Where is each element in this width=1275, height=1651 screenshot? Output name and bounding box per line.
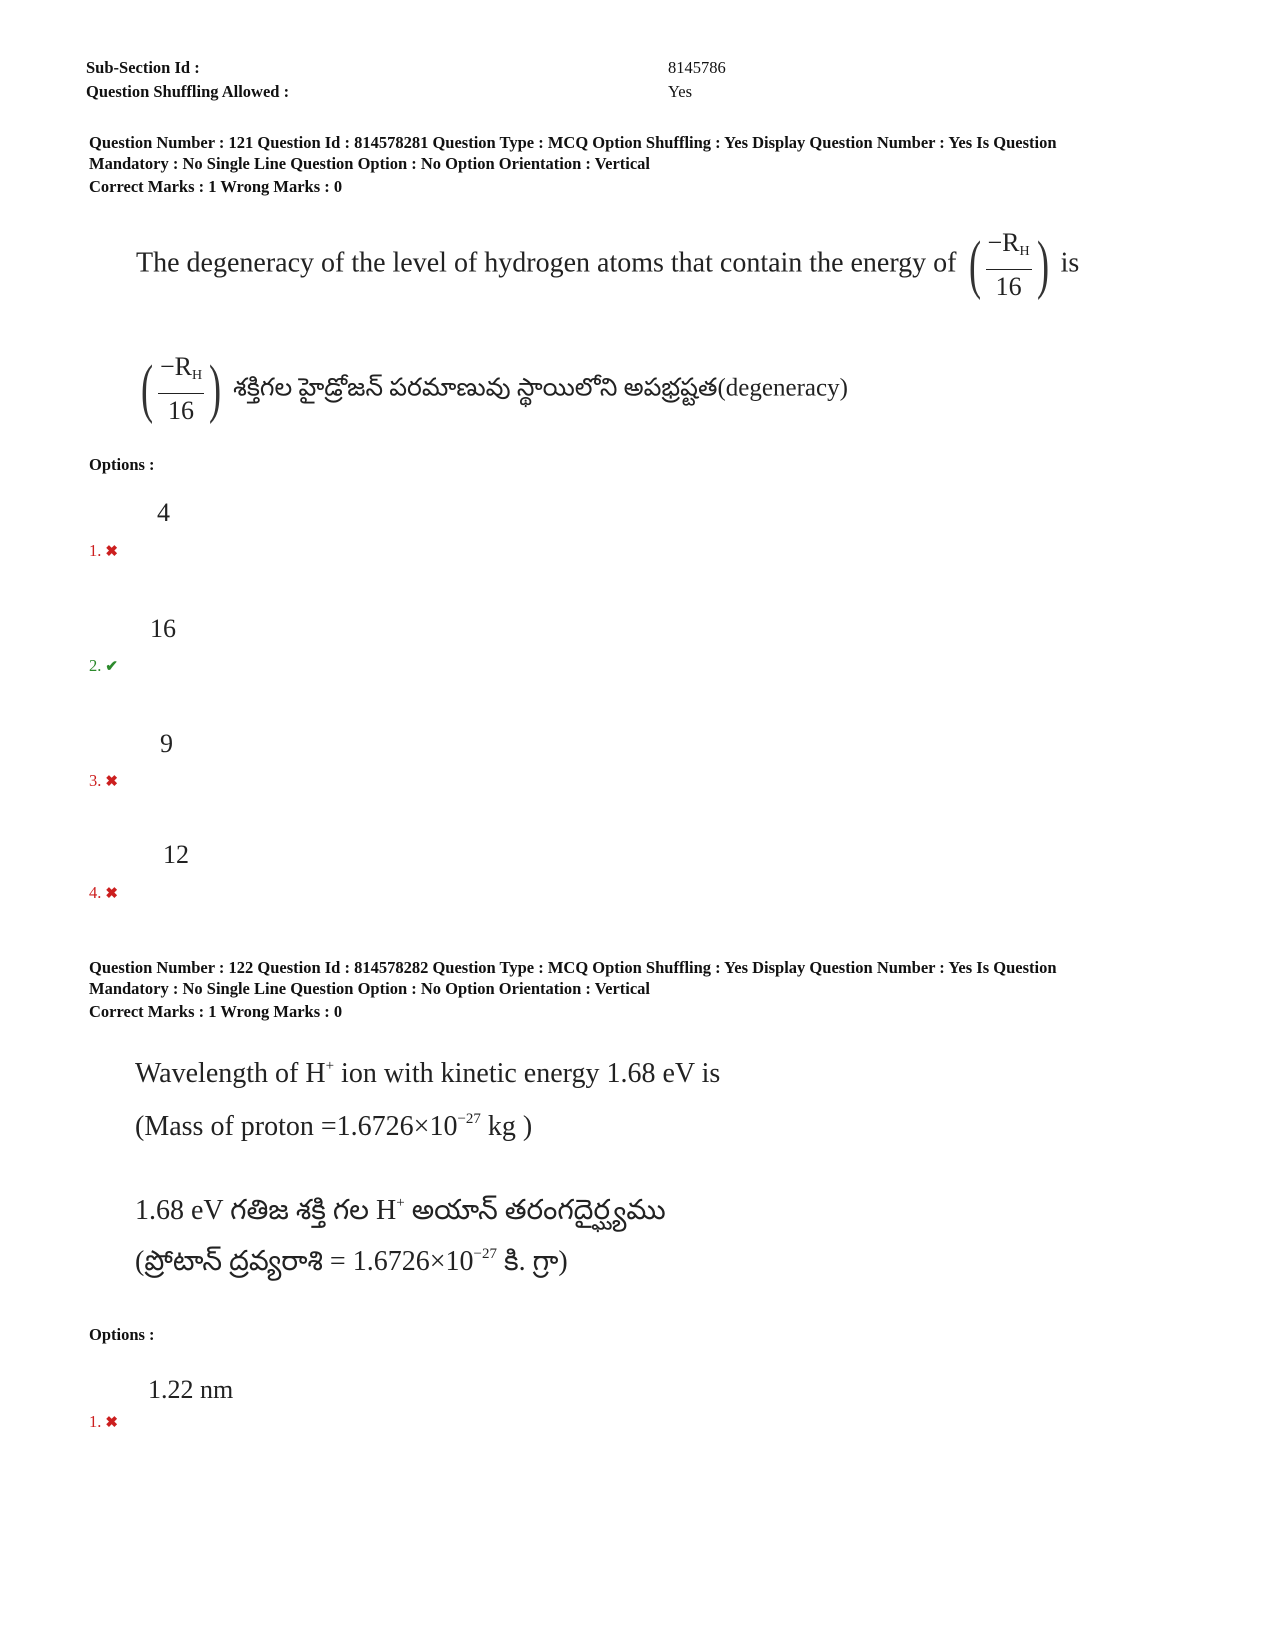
- question-meta-line2: Mandatory : No Single Line Question Option : No Option Orientation : Vertical: [89, 978, 651, 998]
- left-paren: (: [968, 228, 981, 301]
- question-122-telugu-line-1: 1.68 eV గతిజ శక్తి గల H+ అయాన్ తరంగదైర్ఘ్యము: [135, 1195, 666, 1226]
- option-2-index: 2. ✔: [89, 656, 118, 675]
- option-3-index: 3. ✖: [89, 771, 118, 790]
- wrong-icon: ✖: [105, 886, 118, 902]
- question-text-part: The degeneracy of the level of hydrogen atoms that contain the energy of: [136, 247, 957, 279]
- fraction-denominator: 16: [995, 272, 1022, 301]
- energy-fraction: [136, 352, 226, 426]
- option-2-value[interactable]: 16: [150, 614, 176, 643]
- fraction-numerator: $-R_H$: [158, 352, 204, 394]
- shuffle-label: Question Shuffling Allowed :: [86, 82, 290, 101]
- option-1-value[interactable]: 1.22 nm: [148, 1375, 234, 1404]
- right-paren: ): [209, 352, 222, 425]
- question-meta-line1: Question Number : 122 Question Id : 814578282 Question Type : MCQ Option Shuffling : Yes Display Question Number : Yes Is Question: [89, 958, 1057, 977]
- option-1-index: 1. ✖: [89, 541, 118, 560]
- fraction: [158, 352, 204, 426]
- question-text-part: is: [1060, 247, 1080, 279]
- question-meta-line2: Mandatory : No Single Line Question Option : No Option Orientation : Vertical: [89, 153, 651, 173]
- question-text-telugu: శక్తిగల హైడ్రోజన్ పరమాణువు స్థాయిలోని అపభ్రష్టత(degeneracy): [233, 374, 848, 402]
- question-122-line-1: Wavelength of H+ ion with kinetic energy 1.68 eV is: [135, 1058, 721, 1089]
- options-label: Options :: [89, 455, 155, 474]
- right-paren: ): [1036, 228, 1049, 301]
- question-122-telugu-line-2: (ప్రోటాన్ ద్రవ్యరాశి = $1.6726\times 10^{-27}$ కి. గ్రా): [135, 1246, 568, 1277]
- option-4-index: 4. ✖: [89, 883, 118, 902]
- question-121-meta: [89, 133, 1199, 198]
- shuffle-value: Yes: [668, 82, 693, 101]
- left-paren: (: [140, 352, 154, 425]
- subsection-label: Sub-Section Id :: [86, 58, 200, 77]
- question-marks: Correct Marks : 1 Wrong Marks : 0: [89, 1002, 343, 1021]
- option-1-index: 1. ✖: [89, 1412, 118, 1431]
- question-122-line-2: (Mass of proton $=1.6726\times 10^{-27}$ kg ): [135, 1111, 533, 1142]
- question-121-text-en: [136, 228, 1079, 302]
- fraction-denominator: 16: [168, 396, 195, 425]
- wrong-icon: ✖: [105, 774, 118, 790]
- options-label: Options :: [89, 1325, 155, 1344]
- question-122-meta: [89, 958, 1199, 1023]
- energy-fraction: [964, 228, 1054, 302]
- wrong-icon: ✖: [105, 544, 118, 560]
- check-icon: ✔: [105, 659, 118, 675]
- option-3-value[interactable]: 9: [160, 729, 173, 758]
- question-121-text-te: [136, 352, 848, 426]
- question-marks: Correct Marks : 1 Wrong Marks : 0: [89, 177, 343, 196]
- option-1-value[interactable]: 4: [157, 498, 170, 527]
- fraction: [986, 228, 1032, 302]
- option-4-value[interactable]: 12: [163, 840, 189, 869]
- subsection-value: 8145786: [668, 58, 726, 77]
- question-meta-line1: Question Number : 121 Question Id : 814578281 Question Type : MCQ Option Shuffling : Yes Display Question Number : Yes Is Question: [89, 133, 1057, 152]
- wrong-icon: ✖: [105, 1415, 118, 1431]
- fraction-numerator: $-R_H$: [986, 228, 1032, 270]
